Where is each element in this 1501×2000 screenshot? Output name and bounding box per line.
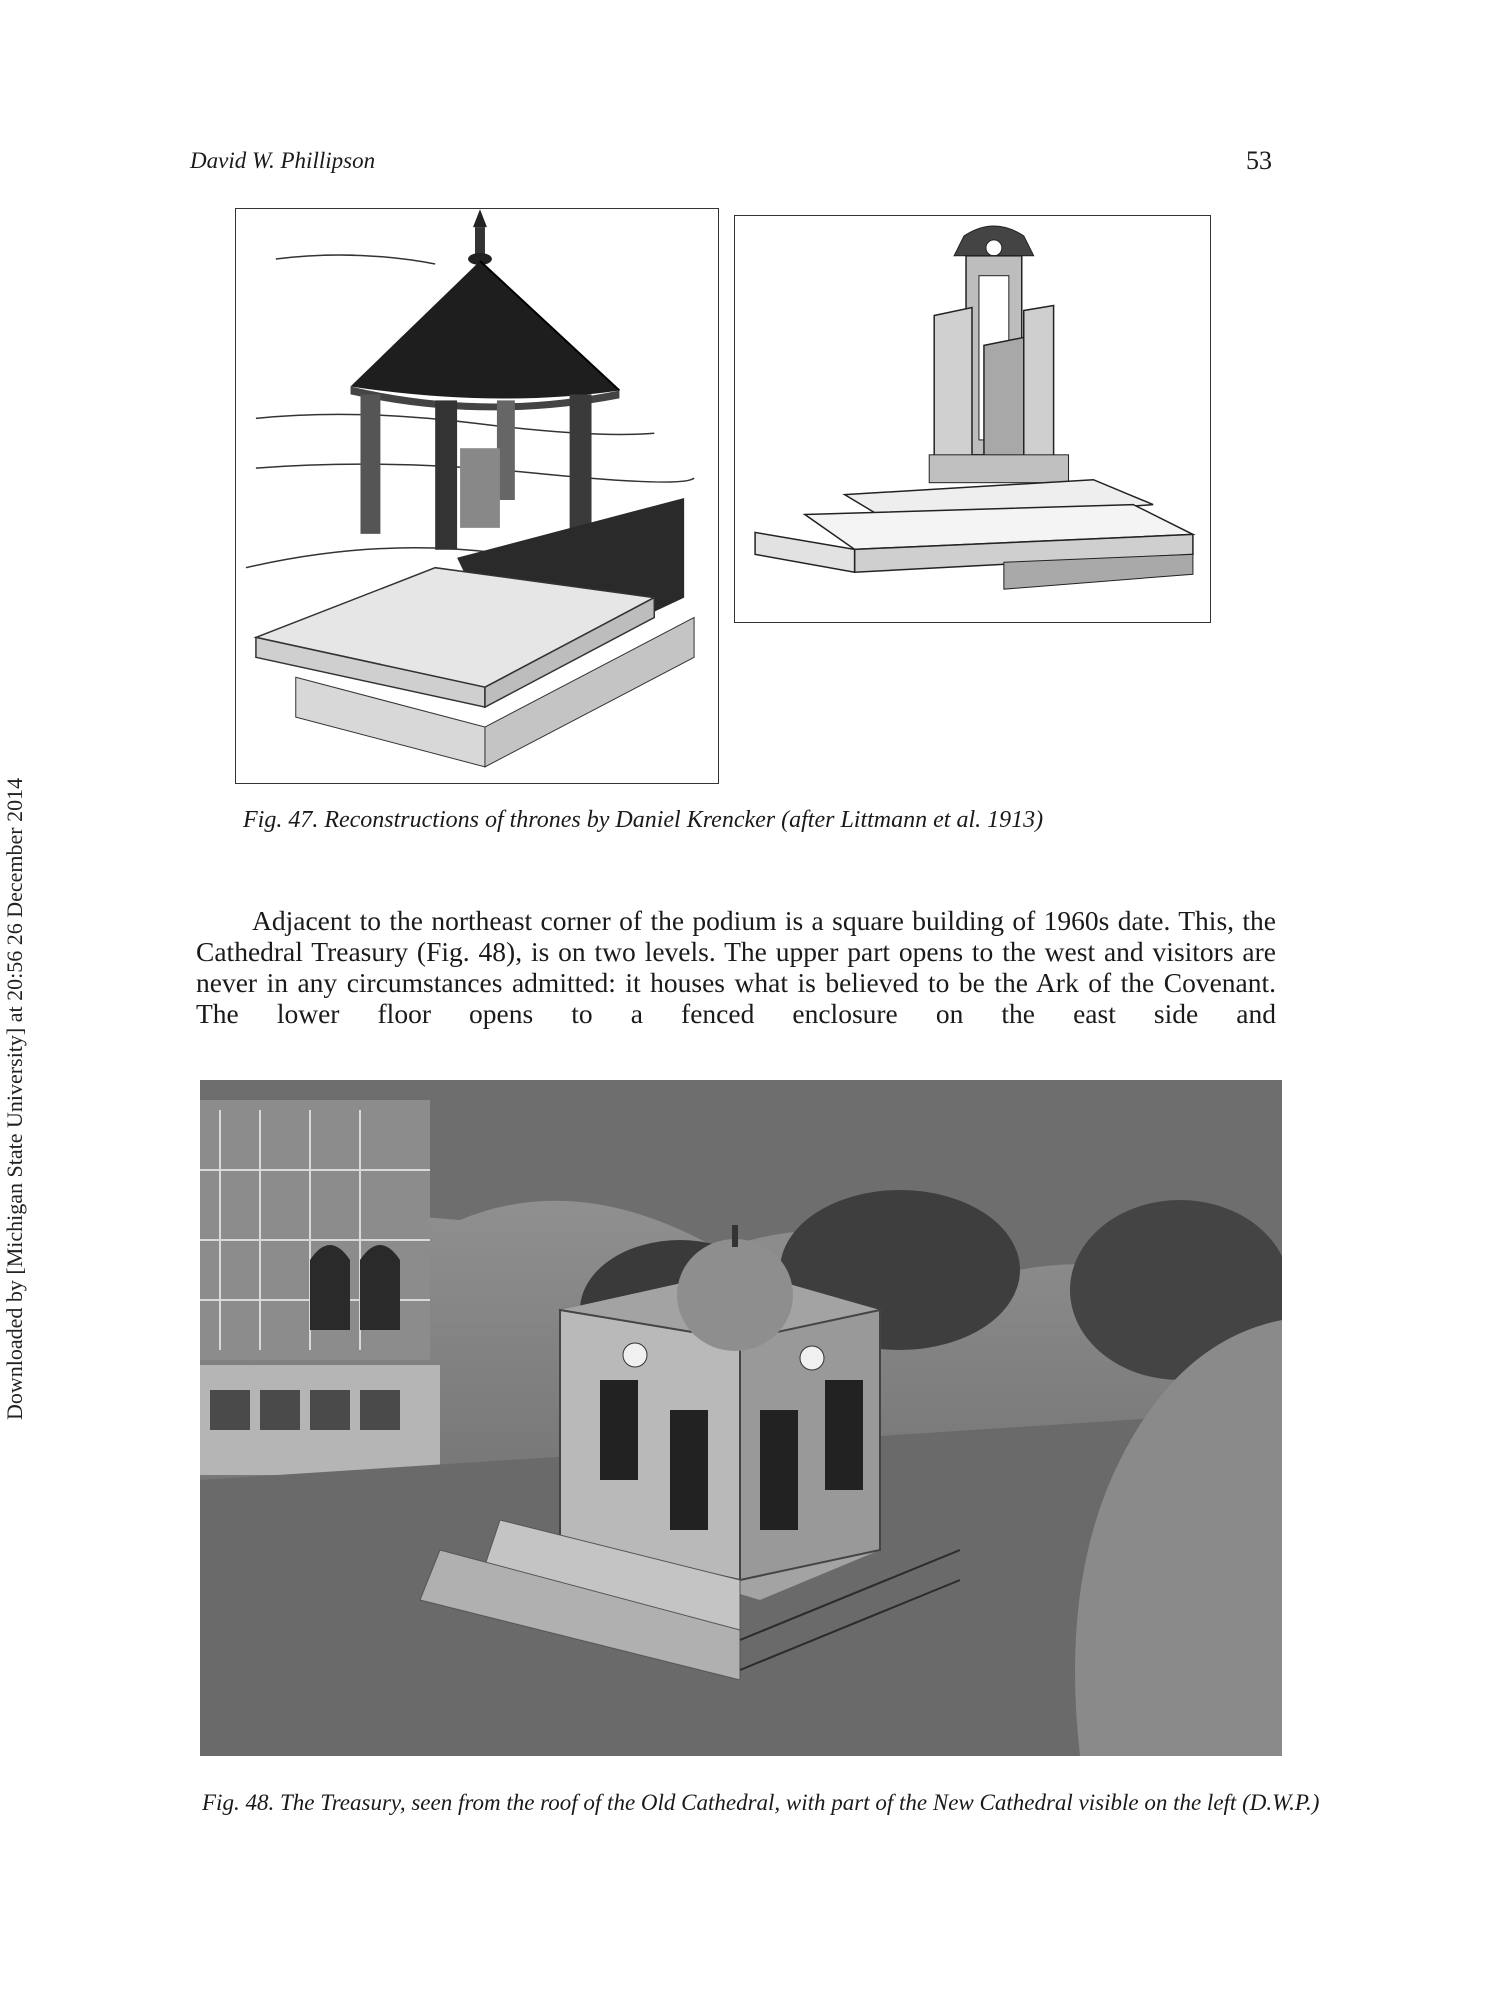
figure-47-caption: Fig. 47. Reconstructions of thrones by Daniel Krencker (after Littmann et al. 1913)	[243, 807, 1044, 833]
treasury-photo-image	[200, 1080, 1282, 1756]
download-stamp: Downloaded by [Michigan State University] at 20:56 26 December 2014	[2, 777, 27, 1420]
body-paragraph: Adjacent to the northeast corner of the podium is a square building of 1960s date. This, the Cathedral Treasury (Fig. 48), is on two levels. The upper part opens to the west and visitors are never in any circumstances admitted: it houses what is believed to be the Ark of the Covenant. The lower floor opens to a fenced enclosure on the east side and	[196, 905, 1276, 1029]
treasury-photograph	[200, 1080, 1282, 1756]
figure-48-caption: Fig. 48. The Treasury, seen from the roof of the Old Cathedral, with part of the New Cathedral visible on the left (D.W.P.)	[202, 1790, 1320, 1815]
stone-throne-drawing	[734, 215, 1211, 623]
body-text	[196, 905, 1276, 1029]
stone-throne-illustration	[735, 216, 1210, 622]
running-head-author: David W. Phillipson	[190, 148, 376, 173]
canopy-throne-illustration	[236, 209, 718, 783]
throne-canopy-drawing	[235, 208, 719, 784]
page-number: 53	[1246, 146, 1272, 175]
